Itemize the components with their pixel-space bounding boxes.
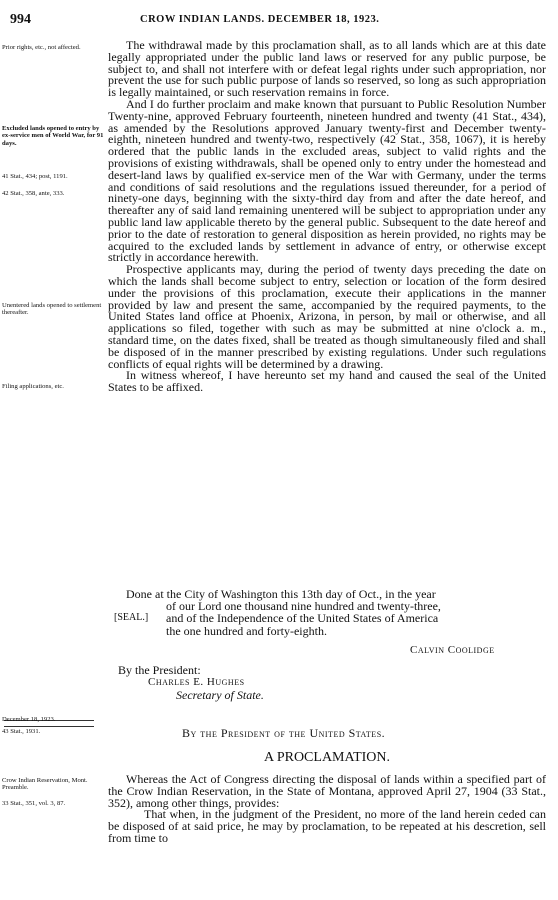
margin-note: Prior rights, etc., not affected. <box>2 44 81 51</box>
page-header <box>0 12 558 30</box>
done-at-line: of our Lord one thousand nine hundred and twenty-three, <box>166 599 441 614</box>
paragraph: Whereas the Act of Congress directing the disposal of lands within a specified part of the Crow Indian Reservation, in the State of Montana, approved April 27, 1904 (33 Stat., 352), among other things, provides: <box>108 772 546 810</box>
secretary-title: Secretary of State. <box>176 688 264 702</box>
margin-note: December 18, 1923. <box>2 716 56 723</box>
divider-rule <box>4 726 94 727</box>
done-at-line <box>114 611 546 626</box>
paragraph: And I do further proclaim and make known that pursuant to Public Resolution Number Twenty-nine, approved February fourteenth, nineteen hundred and twenty (41 Stat., 434), as amended by the Resolutions approved January twenty-first and December twenty-eighth, nineteen hundred and twenty-two, respectively (42 Stat., 358, 1067), it is hereby ordered that the public lands in the excluded areas, subject to valid rights and the provisions of existing withdrawals, shall be opened only to entry under the homestead and desert-land laws by qualified ex-service men of the War with Germany, under the terms and conditions of said resolutions and the regulations issued thereunder, for a period of ninety-one days, beginning with the sixty-third day from and after the date hereof, and thereafter any of said land remaining unentered will be subject to appropriation under any public land law applicable thereto by the general public. Subsequent to the date hereof and prior to the date of restoration to general disposition as herein provided, no rights may be acquired to the excluded lands by settlement in advance of entry, or otherwise except strictly in accordance herewith. <box>108 96 546 265</box>
margin-note: Crow Indian Reservation, Mont. Preamble. <box>2 777 88 792</box>
margin-note: 41 Stat., 434; post, 1191. <box>2 173 68 180</box>
second-proclamation-body <box>108 774 546 845</box>
signer-name: Calvin Coolidge <box>410 644 495 656</box>
margin-note: 42 Stat., 358, ante, 333. <box>2 190 65 197</box>
margin-note: 33 Stat., 351, vol. 3, 87. <box>2 800 66 807</box>
done-at-text: and of the Independence of the United States of America <box>166 611 439 626</box>
seal-mark: [SEAL.] <box>114 612 149 624</box>
margin-note <box>2 125 106 147</box>
second-heading: By the President of the United States. <box>182 726 386 740</box>
margin-note-head: Excluded lands opened to entry by ex-service men of World War, for 91 days. <box>2 125 104 147</box>
proclamation-body <box>108 40 546 394</box>
done-at-line: the one hundred and forty-eighth. <box>166 623 327 638</box>
margin-note: 43 Stat., 1931. <box>2 728 41 735</box>
running-head: CROW INDIAN LANDS. DECEMBER 18, 1923. <box>140 14 380 25</box>
by-president: By the President: <box>118 663 201 677</box>
paragraph: Prospective applicants may, during the period of twenty days preceding the date on which the lands shall become subject to entry, selection or location of the form desired under the provisions of this proclamation, execute their applications in the manner provided by law and present the same, accompanied by the required payments, to the United States land office at Phoenix, Arizona, in person, by mail or otherwise, and all applications so filed, together with such as may be submitted at nine o'clock a. m., standard time, on the dates fixed, shall be treated as though simultaneously filed and shall be disposed of in the manner prescribed by existing regulations. Under such regulations conflicts of equal rights will be determined by a drawing. <box>108 262 546 371</box>
proclamation-title: A PROCLAMATION. <box>263 750 390 765</box>
paragraph: That when, in the judgment of the President, no more of the land herein ceded can be disposed of at said price, he may by proclamation, to be repeated at his descretion, sell from time to <box>108 807 546 845</box>
margin-note: Filing applications, etc. <box>2 383 64 390</box>
done-at-block <box>114 587 546 638</box>
margin-note: Unentered lands opened to settlement thereafter. <box>2 302 102 317</box>
done-at-line: Done at the City of Washington this 13th day of Oct., in the year <box>126 587 436 601</box>
page-number: 994 <box>10 12 31 27</box>
paragraph: The withdrawal made by this proclamation shall, as to all lands which are at this date legally appropriated under the public land laws or reserved for any public purpose, be subject to, and shall not interfere with or defeat legal rights under such appropriation, nor prevent the use for such public purpose of lands so reserved, so long as such appropriation is legally maintained, or such reservation remains in force. <box>108 38 546 100</box>
paragraph: In witness whereof, I have hereunto set my hand and caused the seal of the United States to be affixed. <box>108 368 546 395</box>
secretary-name: Charles E. Hughes <box>148 676 245 688</box>
